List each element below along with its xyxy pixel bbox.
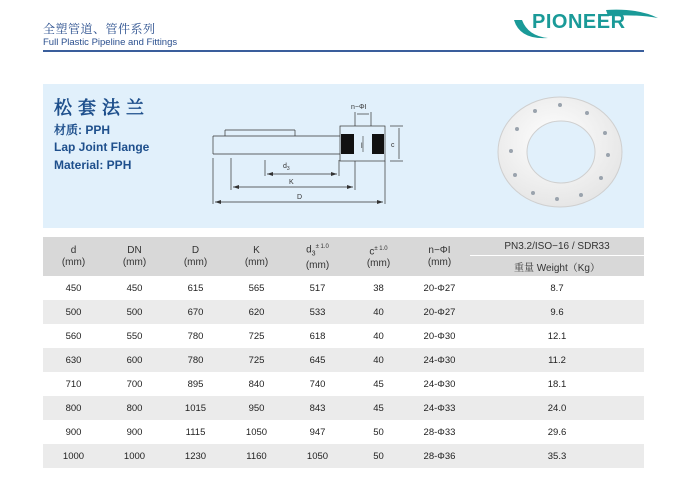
col-header-D: D (mm) bbox=[165, 237, 226, 276]
header-divider bbox=[43, 50, 644, 52]
cell: 1160 bbox=[226, 444, 287, 468]
cell: 560 bbox=[43, 324, 104, 348]
diagram-label-nphi: n−ΦI bbox=[351, 104, 367, 111]
table-row bbox=[43, 396, 644, 420]
col-header-d3: $d_3^{\pm 1.0}$ (mm) bbox=[287, 237, 348, 276]
cell: 725 bbox=[226, 348, 287, 372]
cell: 9.6 bbox=[470, 300, 644, 324]
cell: 1015 bbox=[165, 396, 226, 420]
cell: 700 bbox=[104, 372, 165, 396]
cell: 28-Φ33 bbox=[409, 420, 470, 444]
cell: 800 bbox=[104, 396, 165, 420]
col-header-nphi: n−ΦI (mm) bbox=[409, 237, 470, 276]
spec-table bbox=[43, 237, 644, 468]
col-header-d: d (mm) bbox=[43, 237, 104, 276]
cell: 1115 bbox=[165, 420, 226, 444]
table-row bbox=[43, 324, 644, 348]
col-header-dn: DN (mm) bbox=[104, 237, 165, 276]
cell: 24-Φ30 bbox=[409, 372, 470, 396]
cell: 35.3 bbox=[470, 444, 644, 468]
product-material-en: Material: PPH bbox=[54, 158, 132, 172]
cell: 24.0 bbox=[470, 396, 644, 420]
cell: 565 bbox=[226, 276, 287, 300]
logo-wordmark: PIONEER bbox=[532, 11, 626, 33]
cell: 500 bbox=[43, 300, 104, 324]
cell: 18.1 bbox=[470, 372, 644, 396]
cell: 50 bbox=[348, 444, 409, 468]
cell: 620 bbox=[226, 300, 287, 324]
cell: 533 bbox=[287, 300, 348, 324]
diagram-label-c: c bbox=[391, 142, 395, 149]
cell: 843 bbox=[287, 396, 348, 420]
cell: 550 bbox=[104, 324, 165, 348]
cell: 950 bbox=[226, 396, 287, 420]
product-name-cn: 松套法兰 bbox=[54, 98, 150, 119]
cell: 29.6 bbox=[470, 420, 644, 444]
table-row bbox=[43, 420, 644, 444]
cell: 8.7 bbox=[470, 276, 644, 300]
cell: 450 bbox=[104, 276, 165, 300]
cell: 780 bbox=[165, 324, 226, 348]
cell: 20-Φ27 bbox=[409, 276, 470, 300]
flange-photo bbox=[495, 95, 625, 210]
diagram-label-k: K bbox=[289, 179, 294, 186]
cell: 450 bbox=[43, 276, 104, 300]
diagram-label-d3: $d_3$ bbox=[283, 163, 290, 172]
cell: 1050 bbox=[287, 444, 348, 468]
cell: 40 bbox=[348, 348, 409, 372]
cell: 1000 bbox=[43, 444, 104, 468]
cell: 38 bbox=[348, 276, 409, 300]
cell: 800 bbox=[43, 396, 104, 420]
cell: 1050 bbox=[226, 420, 287, 444]
header-title-en: Full Plastic Pipeline and Fittings bbox=[43, 37, 178, 48]
cell: 50 bbox=[348, 420, 409, 444]
cell: 500 bbox=[104, 300, 165, 324]
col-header-c: $c^{\pm 1.0}$ (mm) bbox=[348, 237, 409, 276]
table-row bbox=[43, 276, 644, 300]
cell: 1000 bbox=[104, 444, 165, 468]
cell: 840 bbox=[226, 372, 287, 396]
col-header-weight: 重量 Weight（Kg） bbox=[470, 256, 644, 277]
cell: 947 bbox=[287, 420, 348, 444]
cell: 40 bbox=[348, 300, 409, 324]
flange-section-diagram bbox=[205, 98, 410, 210]
cell: 600 bbox=[104, 348, 165, 372]
cell: 710 bbox=[43, 372, 104, 396]
cell: 45 bbox=[348, 372, 409, 396]
cell: 28-Φ36 bbox=[409, 444, 470, 468]
table-row bbox=[43, 300, 644, 324]
cell: 895 bbox=[165, 372, 226, 396]
product-material-cn: 材质: PPH bbox=[54, 123, 111, 137]
cell: 725 bbox=[226, 324, 287, 348]
product-name-en: Lap Joint Flange bbox=[54, 140, 150, 154]
cell: 900 bbox=[104, 420, 165, 444]
cell: 645 bbox=[287, 348, 348, 372]
cell: 1230 bbox=[165, 444, 226, 468]
table-row bbox=[43, 444, 644, 468]
cell: 20-Φ27 bbox=[409, 300, 470, 324]
cell: 24-Φ30 bbox=[409, 348, 470, 372]
diagram-label-d: D bbox=[297, 194, 303, 201]
cell: 24-Φ33 bbox=[409, 396, 470, 420]
table-row bbox=[43, 372, 644, 396]
header-title-cn: 全塑管道、管件系列 bbox=[43, 22, 156, 36]
col-header-pn: PN3.2/ISO−16 / SDR33 bbox=[470, 237, 644, 256]
cell: 615 bbox=[165, 276, 226, 300]
cell: 780 bbox=[165, 348, 226, 372]
cell: 40 bbox=[348, 324, 409, 348]
cell: 900 bbox=[43, 420, 104, 444]
cell: 517 bbox=[287, 276, 348, 300]
cell: 618 bbox=[287, 324, 348, 348]
cell: 45 bbox=[348, 396, 409, 420]
cell: 670 bbox=[165, 300, 226, 324]
cell: 11.2 bbox=[470, 348, 644, 372]
cell: 740 bbox=[287, 372, 348, 396]
cell: 20-Φ30 bbox=[409, 324, 470, 348]
col-header-k: K (mm) bbox=[226, 237, 287, 276]
diagram-label-l: l bbox=[361, 143, 363, 150]
table-row bbox=[43, 348, 644, 372]
cell: 12.1 bbox=[470, 324, 644, 348]
cell: 630 bbox=[43, 348, 104, 372]
